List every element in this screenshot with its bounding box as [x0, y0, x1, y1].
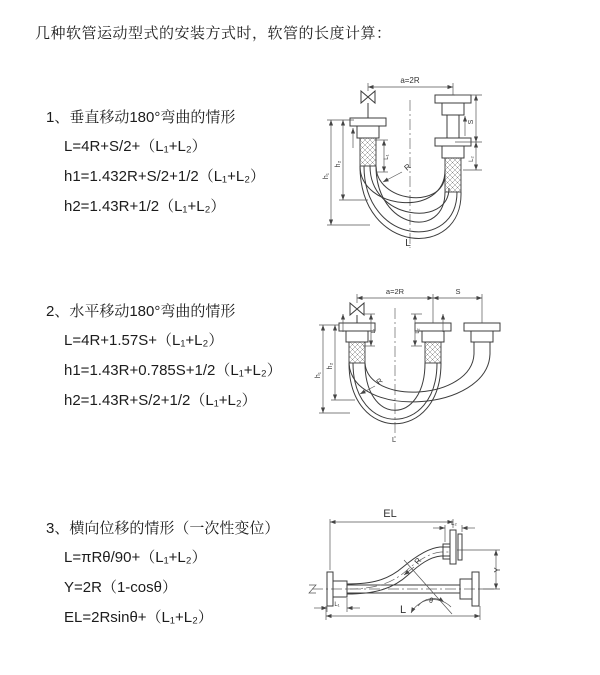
- dim-label-s: S: [468, 119, 475, 125]
- dim-label-l1: L₁: [384, 154, 390, 160]
- dim-label-l: L: [399, 604, 407, 616]
- diagram-lateral-displacement: [300, 502, 600, 657]
- dim-label-l: L: [405, 238, 411, 249]
- formula-L: L=4R+1.57S+（L₁+L₂）: [64, 332, 224, 349]
- formula-L: L=4R+S/2+（L₁+L₂）: [64, 138, 207, 155]
- diagram-horizontal-180-bend: [310, 282, 600, 472]
- dim-label-h2: h₂: [335, 160, 342, 168]
- valve-icon: [350, 303, 364, 323]
- section-2-heading: 2、水平移动180°弯曲的情形: [46, 303, 236, 320]
- diagram-vertical-180-bend: [310, 70, 600, 265]
- dim-el: [330, 508, 453, 570]
- hose-u-position-2: [349, 354, 490, 402]
- section-3: [46, 517, 279, 636]
- dim-label-l1: L₁: [334, 602, 340, 608]
- dim-label-h1: h₁: [323, 172, 330, 180]
- dim-h1: [323, 120, 370, 225]
- dim-l1: [363, 314, 377, 346]
- centerline: [309, 585, 496, 593]
- dim-label-a2r: a=2R: [400, 76, 420, 85]
- dim-label-a2r: a=2R: [385, 287, 405, 296]
- dim-label-l2: L₂: [469, 156, 475, 162]
- dim-label-l: L: [392, 437, 396, 444]
- dim-l2: [411, 314, 422, 346]
- hose-s-curve: [347, 547, 450, 594]
- formula-h2: h2=1.43R+1/2（L₁+L₂）: [64, 198, 226, 215]
- section-3-heading: 3、横向位移的情形（一次性变位）: [46, 520, 280, 537]
- left-pipe-fitting: [339, 323, 375, 363]
- formula-EL: EL=2Rsinθ+（L₁+L₂）: [64, 609, 213, 626]
- section-1: [46, 106, 265, 225]
- dim-label-y: Y: [493, 567, 502, 573]
- dim-label-s: S: [455, 287, 461, 296]
- dim-l: [326, 604, 480, 620]
- dim-label-l2: L₂: [451, 521, 457, 527]
- dim-label-l2: L₂: [415, 328, 421, 334]
- dim-theta: [411, 598, 451, 613]
- dim-label-l1: L₁: [371, 328, 377, 334]
- formula-h2: h2=1.43R+S/2+1/2（L₁+L₂）: [64, 392, 257, 409]
- dim-l1: [314, 598, 360, 612]
- formula-Y: Y=2R（1-cosθ）: [64, 579, 177, 596]
- dim-label-theta: θ: [429, 598, 433, 605]
- dim-s: [433, 287, 482, 323]
- left-pipe-fitting: [350, 118, 386, 166]
- dim-label-h2: h₂: [327, 362, 334, 370]
- dim-label-h1: h₁: [315, 371, 322, 379]
- dim-l2: [433, 521, 475, 542]
- dim-l1: [376, 140, 390, 172]
- dim-a2r: [368, 76, 453, 95]
- right-pipe-fitting: [464, 323, 500, 354]
- formula-h1: h1=1.432R+S/2+1/2（L₁+L₂）: [64, 168, 266, 185]
- section-1-heading: 1、垂直移动180°弯曲的情形: [46, 109, 236, 126]
- page-title: 几种软管运动型式的安装方式时，软管的长度计算：: [35, 25, 392, 42]
- formula-h1: h1=1.43R+0.785S+1/2（L₁+L₂）: [64, 362, 282, 379]
- valve-icon: [361, 91, 375, 118]
- dim-label-r: R: [402, 161, 413, 173]
- dim-label-r: R: [412, 556, 424, 567]
- right-pipe-fitting: [435, 95, 471, 192]
- section-2: [46, 300, 282, 419]
- dim-label-el: EL: [383, 508, 397, 520]
- formula-L: L=πRθ/90+（L₁+L₂）: [64, 549, 207, 566]
- construction-diagonal: [404, 560, 452, 614]
- dim-label-r: R: [374, 376, 385, 387]
